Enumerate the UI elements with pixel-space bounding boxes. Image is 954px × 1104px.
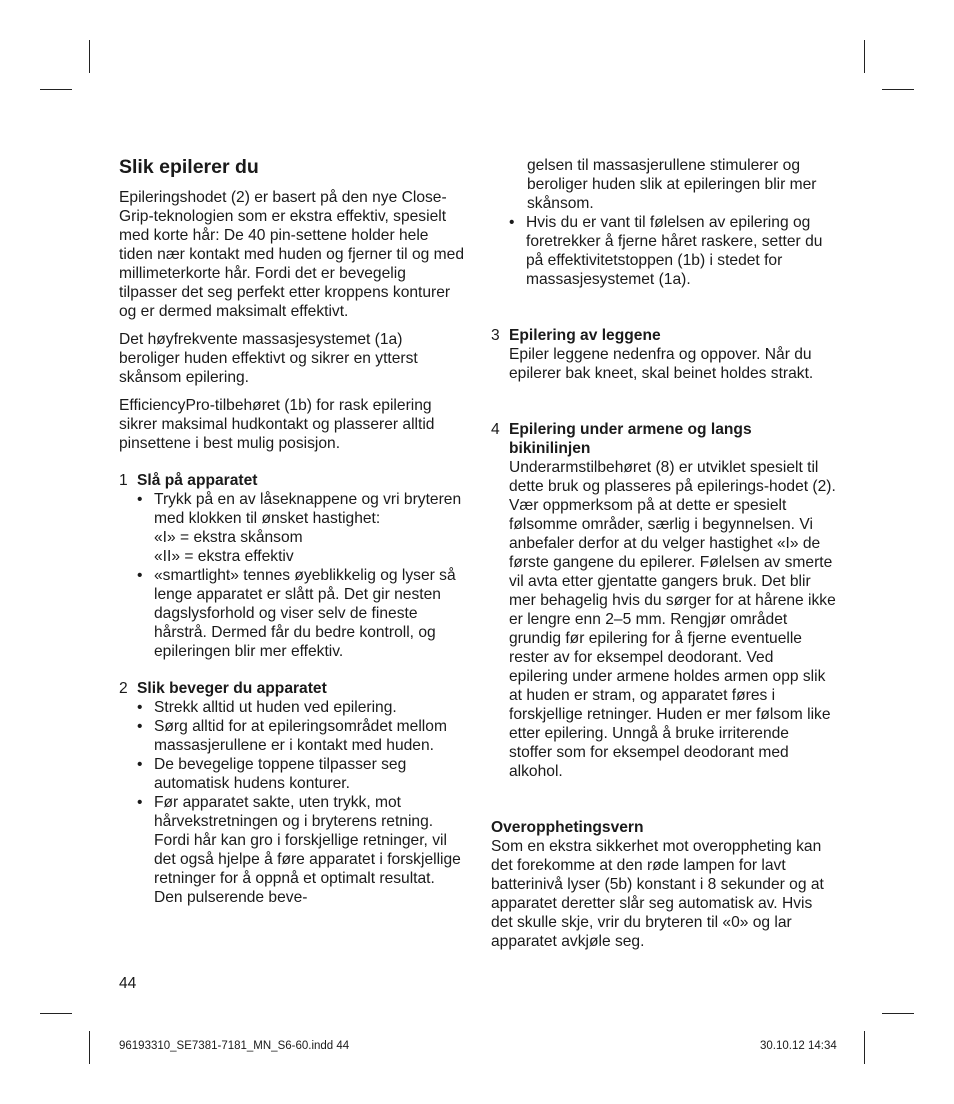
- step-heading: [119, 471, 464, 490]
- footer-filename: 96193310_SE7381-7181_MN_S6-60.indd 44: [119, 1040, 350, 1052]
- intro-paragraph: Det høyfrekvente massasjesystemet (1a) beroliger huden effektivt og sikrer en ytterst skånsom epilering.: [119, 331, 418, 386]
- crop-mark: [882, 1013, 914, 1014]
- step-number: 4: [491, 421, 500, 438]
- step-title: Slik beveger du apparatet: [137, 680, 327, 697]
- crop-mark: [89, 1031, 90, 1064]
- step-title: Slå på apparatet: [137, 472, 258, 489]
- speed-option: «I» = ekstra skånsom: [154, 529, 303, 546]
- step-number: 2: [119, 680, 128, 697]
- list-item: [154, 490, 464, 566]
- left-column: [119, 155, 464, 907]
- step-title: Epilering av leggene: [509, 327, 661, 344]
- bullet-list: [119, 698, 464, 907]
- bullet-list: [491, 213, 836, 289]
- page-number: 44: [119, 975, 137, 992]
- subsection-heading: Overopphetingsvern: [491, 819, 644, 836]
- step-text: Vær oppmerksom på at dette er spesielt følsomme områder, særlig i begynnelsen. Vi anbefaler derfor at du velger hastighet «I» de første gangene du epilerer. Følelsen av smerte vil avta etter gjentatte gangers bruk. Det blir mer behagelig hvis du sørger for at hårene ikke er lengre enn 2–5 mm. Rengjør området grundig før epilering for å fjerne eventuelle rester av for eksempel deodorant. Ved epilering under armene holdes armen opp slik at huden er stram, og apparatet føres i forskjellige retninger. Huden er mer følsom like etter epilering. Unngå å bruke irriterende stoffer som for eksempel deodorant med alkohol.: [509, 497, 836, 780]
- crop-mark: [882, 89, 914, 90]
- right-column: [491, 156, 836, 951]
- crop-mark: [40, 89, 72, 90]
- footer-date: 30.10.12 14:34: [760, 1040, 837, 1052]
- list-item-continuation: gelsen til massasjerullene stimulerer og beroliger huden slik at epileringen blir mer skånsom.: [527, 157, 817, 212]
- list-item-text: Trykk på en av låseknappene og vri bryteren med klokken til ønsket hastighet:: [154, 491, 462, 527]
- speed-option: «II» = ekstra effektiv: [154, 548, 294, 565]
- list-item: • «smartlight» tennes øyeblikkelig og lyser så lenge apparatet er slått på. Det gir nesten dagslysforhold og viser selv de fineste hårstrå. Dermed får du bedre kontroll, og epileringen blir mer effektiv.: [154, 566, 464, 661]
- step-number: 3: [491, 327, 500, 344]
- step-heading: [491, 326, 836, 345]
- list-item: • Strekk alltid ut huden ved epilering.: [154, 698, 464, 717]
- bullet-list: [119, 490, 464, 661]
- intro-paragraph: EfficiencyPro-tilbehøret (1b) for rask epilering sikrer maksimal hudkontakt og plasserer alltid pinsettene i best mulig posisjon.: [119, 397, 435, 452]
- step-heading: [119, 679, 464, 698]
- crop-mark: [864, 40, 865, 73]
- list-item: • Hvis du er vant til følelsen av epilering og foretrekker å fjerne håret raskere, setter du på effektivitetstoppen (1b) i stedet for massasjesystemet (1a).: [526, 213, 836, 289]
- step-heading: [491, 420, 836, 458]
- crop-mark: [89, 40, 90, 73]
- section-heading: Slik epilerer du: [119, 156, 259, 178]
- step-title: Epilering under armene og langs bikinilinjen: [509, 421, 752, 457]
- list-item: • Før apparatet sakte, uten trykk, mot hårvekstretningen og i bryterens retning. Fordi hår kan gro i forskjellige retninger, vil det også hjelpe å føre apparatet i forskjellige retninger for å oppnå et optimalt resultat. Den pulserende beve-: [154, 793, 464, 907]
- step-text: Epiler leggene nedenfra og oppover. Når du epilerer bak kneet, skal beinet holdes strakt.: [509, 346, 814, 382]
- list-item: • Sørg alltid for at epileringsområdet mellom massasjerullene er i kontakt med huden.: [154, 717, 464, 755]
- step-number: 1: [119, 472, 128, 489]
- step-text: Underarmstilbehøret (8) er utviklet spesielt til dette bruk og plasseres på epilerings-hodet (2).: [509, 459, 836, 495]
- crop-mark: [864, 1031, 865, 1064]
- subsection-text: Som en ekstra sikkerhet mot overoppheting kan det forekomme at den røde lampen for lavt batterinivå lyser (5b) konstant i 8 sekunder og at apparatet deretter slår seg automatisk av. Hvis det skulle skje, vrir du bryteren til «0» og lar apparatet avkjøle seg.: [491, 838, 824, 950]
- crop-mark: [40, 1013, 72, 1014]
- intro-paragraph: Epileringshodet (2) er basert på den nye Close-Grip-teknologien som er ekstra effektiv, spesielt med korte hår: De 40 pin-settene holder hele tiden nær kontakt med huden og fjerner til og med millimeterkorte hår. Fordi det er bevegelig tilpasser det seg perfekt etter kroppens konturer og er dermed maksimalt effektivt.: [119, 189, 464, 320]
- list-item: • De bevegelige toppene tilpasser seg automatisk hudens konturer.: [154, 755, 464, 793]
